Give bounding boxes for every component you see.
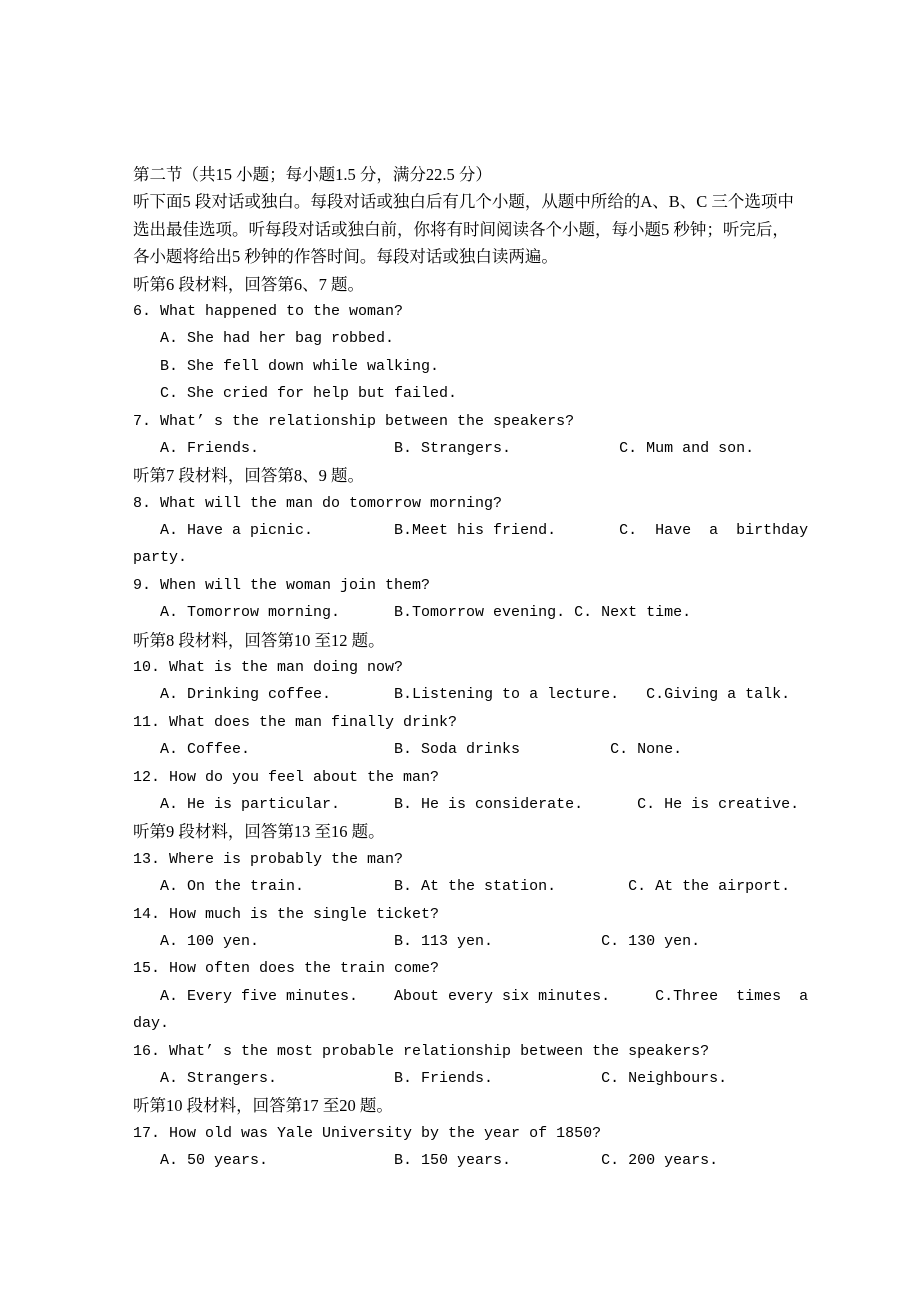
option-line: A. On the train. B. At the station. C. At the airport. [133, 878, 791, 896]
option-line: B. She fell down while walking. [133, 357, 440, 375]
question-stem: 6. What happened to the woman? [133, 302, 404, 320]
option-continuation: party. [133, 549, 188, 567]
question-stem: 17. How old was Yale University by the year of 1850? [133, 1124, 602, 1142]
question-stem: 10. What is the man doing now? [133, 659, 404, 677]
section-heading: 第二节（共15 小题；每小题1.5 分，满分22.5 分） [133, 165, 492, 184]
option-continuation: day. [133, 1015, 170, 1033]
listening-direction: 听第6 段材料，回答第6、7 题。 [133, 274, 364, 294]
option-line: A. 50 years. B. 150 years. C. 200 years. [133, 1152, 719, 1170]
option-line: A. 100 yen. B. 113 yen. C. 130 yen. [133, 932, 701, 950]
question-stem: 7. What’ s the relationship between the speakers? [133, 412, 575, 430]
question-stem: 11. What does the man finally drink? [133, 713, 458, 731]
option-line: A. Friends. B. Strangers. C. Mum and son. [133, 439, 755, 457]
listening-direction: 听第7 段材料，回答第8、9 题。 [133, 466, 364, 486]
listening-direction: 听第9 段材料，回答第13 至16 题。 [133, 822, 385, 842]
instructions-line: 选出最佳选项。听每段对话或独白前，你将有时间阅读各个小题，每小题5 秒钟；听完后， [133, 219, 789, 239]
question-stem: 15. How often does the train come? [133, 960, 440, 978]
instructions-line: 各小题将给出5 秒钟的作答时间。每段对话或独白读两遍。 [133, 247, 558, 267]
option-line: A. He is particular. B. He is considerate. C. He is creative. [133, 795, 800, 813]
question-stem: 14. How much is the single ticket? [133, 905, 440, 923]
option-line: A. Strangers. B. Friends. C. Neighbours. [133, 1069, 728, 1087]
question-stem: 16. What’ s the most probable relationship between the speakers? [133, 1042, 710, 1060]
question-stem: 13. Where is probably the man? [133, 850, 404, 868]
listening-direction: 听第8 段材料，回答第10 至12 题。 [133, 630, 385, 650]
option-line: A. Tomorrow morning. B.Tomorrow evening. C. Next time. [133, 604, 692, 622]
option-line: A. Every five minutes. About every six minutes. C.Three times a [133, 987, 809, 1005]
listening-direction: 听第10 段材料，回答第17 至20 题。 [133, 1096, 393, 1116]
question-stem: 12. How do you feel about the man? [133, 768, 440, 786]
option-line: C. She cried for help but failed. [133, 385, 458, 403]
option-line: A. Have a picnic. B.Meet his friend. C. Have a birthday [133, 522, 809, 540]
instructions-line: 听下面5 段对话或独白。每段对话或独白后有几个小题，从题中所给的A、B、C 三个选项中 [133, 192, 794, 212]
question-stem: 9. When will the woman join them? [133, 576, 431, 594]
option-line: A. Drinking coffee. B.Listening to a lecture. C.Giving a talk. [133, 686, 791, 704]
exam-document [133, 161, 813, 1174]
question-stem: 8. What will the man do tomorrow morning? [133, 494, 503, 512]
option-line: A. She had her bag robbed. [133, 330, 395, 348]
option-line: A. Coffee. B. Soda drinks C. None. [133, 741, 683, 759]
